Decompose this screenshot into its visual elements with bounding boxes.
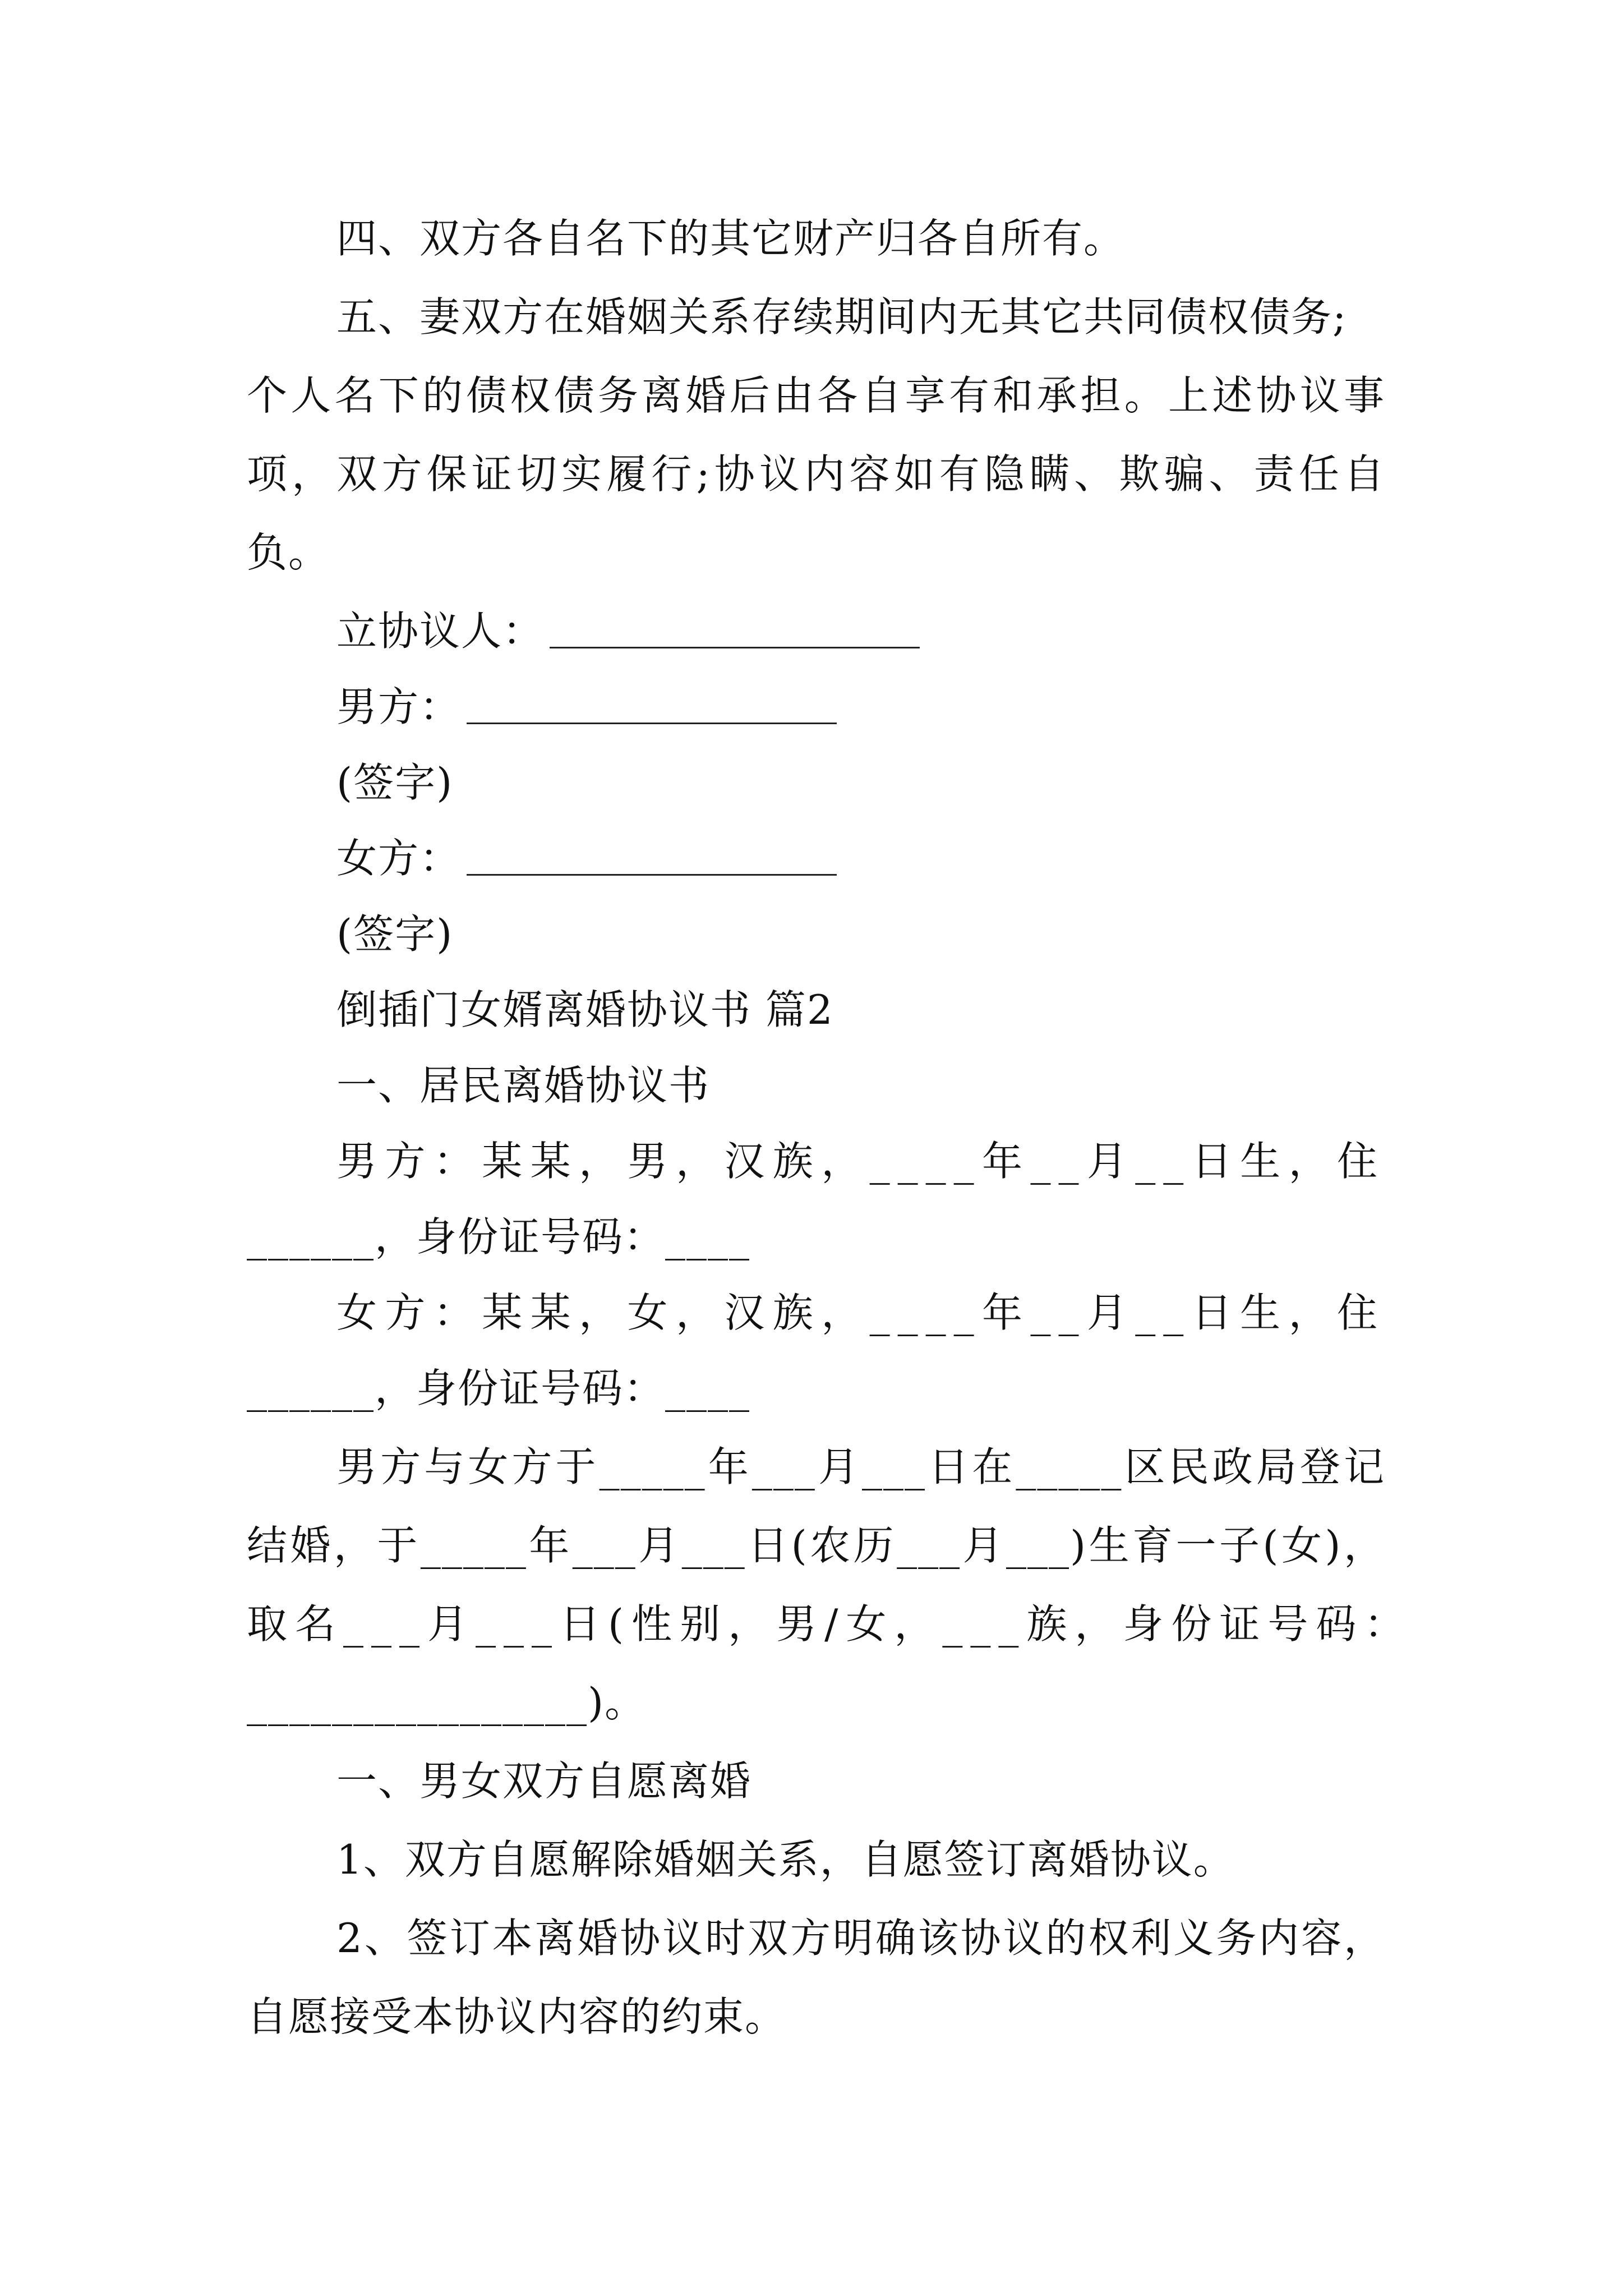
section-heading: 一、男女双方自愿离婚 — [336, 1757, 752, 1805]
paragraph-line: 女方：某某，女，汉族，____年__月__日生，住 — [336, 1289, 1385, 1336]
paragraph-line: 男方：某某，男，汉族，____年__月__日生，住 — [336, 1138, 1385, 1185]
signature-blank — [550, 647, 920, 648]
paragraph-line: 项，双方保证切实履行;协议内容如有隐瞒、欺骗、责任自 — [247, 450, 1385, 498]
paragraph-line: 个人名下的债权债务离婚后由各自享有和承担。上述协议事 — [247, 372, 1385, 419]
paragraph-line: ________________)。 — [247, 1679, 647, 1726]
male-party-line — [336, 668, 1475, 746]
paragraph-line: ______，身份证号码：____ — [247, 1213, 751, 1260]
paragraph-line: 男方与女方于_____年___月___日在_____区民政局登记 — [336, 1443, 1385, 1490]
female-party-line — [336, 819, 1475, 898]
female-party-label: 女方： — [336, 835, 462, 882]
paragraph-line: 五、妻双方在婚姻关系存续期间内无其它共同债权债务; — [336, 293, 1348, 341]
male-party-label: 男方： — [336, 683, 462, 730]
paragraph-line: 负。 — [247, 529, 330, 576]
paragraph-line: 2、签订本离婚协议时双方明确该协议的权利义务内容， — [336, 1915, 1385, 1962]
signature-blank — [467, 723, 837, 724]
signatory-label: 立协议人： — [336, 608, 545, 655]
paragraph-line: 取名___月___日(性别，男/女，___族，身份证号码： — [247, 1600, 1413, 1648]
paragraph-line: ______，身份证号码：____ — [247, 1365, 751, 1412]
section-heading: 倒插门女婿离婚协议书 篇2 — [336, 986, 834, 1033]
signatory-line — [336, 592, 1475, 670]
paragraph-line: 结婚，于_____年___月___日(农历___月___)生育一子(女)， — [247, 1522, 1385, 1569]
paragraph-line: 1、双方自愿解除婚姻关系，自愿签订离婚协议。 — [336, 1836, 1235, 1883]
paragraph-line: 四、双方各自名下的其它财产归各自所有。 — [336, 215, 1126, 262]
paragraph-line: 自愿接受本协议内容的约束。 — [247, 1993, 787, 2040]
section-heading: 一、居民离婚协议书 — [336, 1062, 711, 1109]
signature-note: (签字) — [336, 910, 454, 958]
signature-blank — [467, 874, 837, 876]
signature-note: (签字) — [336, 759, 454, 806]
